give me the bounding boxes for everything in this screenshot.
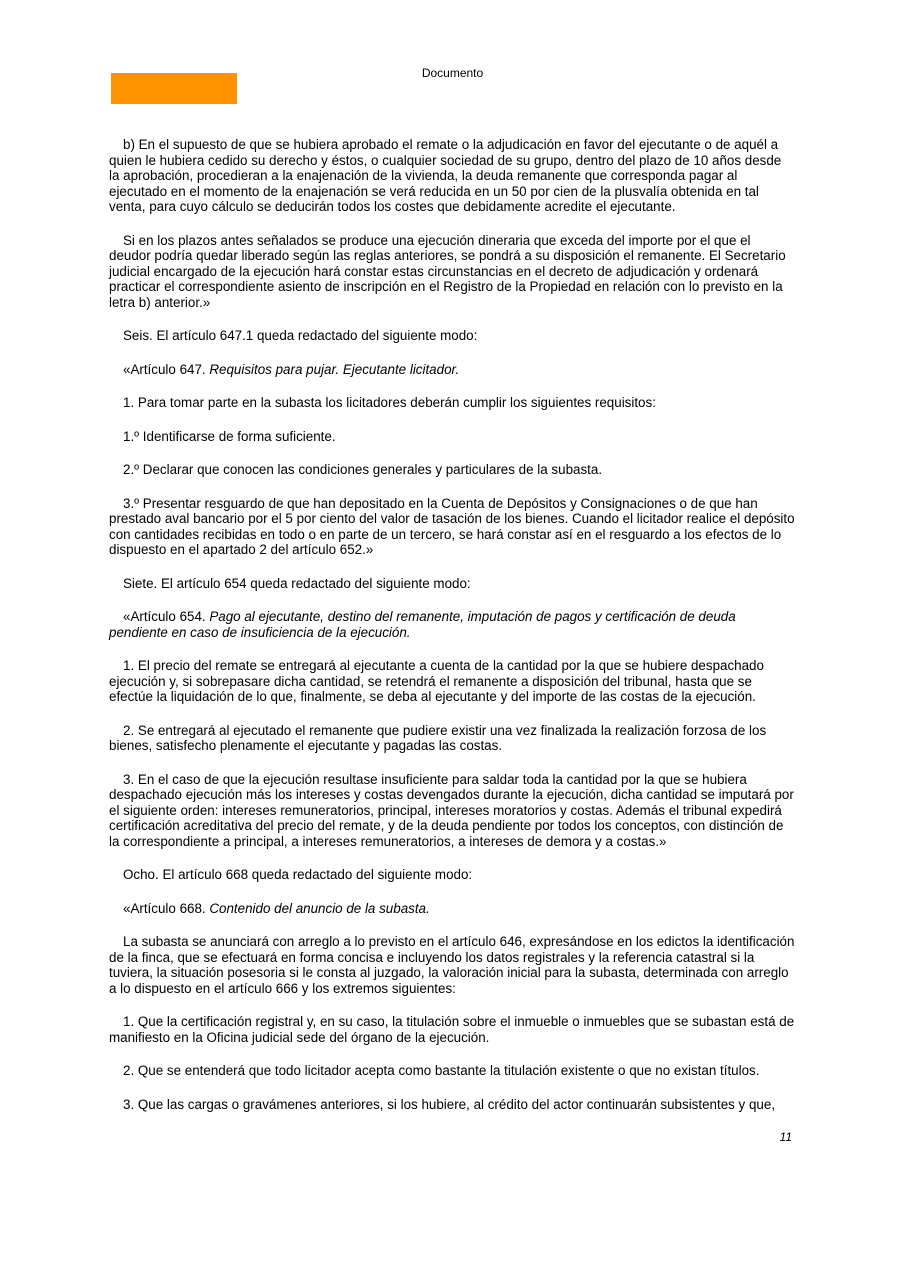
paragraph: Siete. El artículo 654 queda redactado del siguiente modo:	[123, 575, 471, 591]
paragraph: 1. El precio del remate se entregará al ejecutante a cuenta de la cantidad por la que se hubiere despachado ejecución y, si sobrepasare dicha cantidad, se retendrá el remanente a disposición del tribunal, hasta que se efectúe la liquidación de lo que, finalmente, se deba al ejecutante y del importe de las costas de la ejecución.	[109, 658, 764, 704]
paragraph: 2.º Declarar que conocen las condiciones generales y particulares de la subasta.	[123, 462, 603, 477]
paragraph: 1. Que la certificación registral y, en su caso, la titulación sobre el inmueble o inmuebles que se subastan está de manifiesto en la Oficina judicial sede del órgano de la ejecución.	[109, 1014, 795, 1045]
article-heading	[109, 609, 795, 640]
paragraph: b) En el supuesto de que se hubiera aprobado el remate o la adjudicación en favor del ejecutante o de aquél a quien le hubiera cedido su derecho y éstos, o cualquier sociedad de su grupo, dentro del plazo de 10 años desde la aprobación, procedieran a la enajenación de la vivienda, la deuda remanente que corresponda pagar al ejecutado en el momento de la enajenación se verá reducida en un 50 por cien de la plusvalía obtenida en tal venta, para cuyo cálculo se deducirán todos los costes que debidamente acredite el ejecutante.	[109, 137, 782, 214]
article-number: «Artículo 647.	[123, 361, 210, 377]
page-header-title: Documento	[421, 66, 484, 80]
paragraph: Seis. El artículo 647.1 queda redactado del siguiente modo:	[123, 328, 478, 343]
paragraph: 2. Se entregará al ejecutado el remanente que pudiere existir una vez finalizada la realización forzosa de los bienes, satisfecho plenamente el ejecutante y pagadas las costas.	[109, 722, 767, 753]
article-heading	[109, 901, 795, 917]
paragraph: 3.º Presentar resguardo de que han depositado en la Cuenta de Depósitos y Consignaciones o de que han prestado aval bancario por el 5 por ciento del valor de tasación de los bienes. Cuando el licitador realice el depósito con cantidades recibidas en todo o en parte de un tercero, se hará constar así en el resguardo a los efectos de lo dispuesto en el apartado 2 del artículo 652.»	[109, 495, 795, 557]
paragraph: 3. Que las cargas o gravámenes anteriores, si los hubiere, al crédito del actor continuarán subsistentes y que,	[123, 1096, 776, 1112]
article-heading	[109, 362, 795, 378]
paragraph: Si en los plazos antes señalados se produce una ejecución dineraria que exceda del importe por el que el deudor podría quedar liberado según las reglas anteriores, se pondrá a su disposición el remanente. El Secretario judicial encargado de la ejecución hará constar estas circunstancias en el decreto de adjudicación y ordenará practicar el correspondiente asiento de inscripción en el Registro de la Propiedad en relación con lo previsto en la letra b) anterior.»	[109, 232, 786, 310]
article-title: Contenido del anuncio de la subasta.	[209, 900, 430, 916]
paragraph: 2. Que se entenderá que todo licitador acepta como bastante la titulación existente o que no existan títulos.	[123, 1063, 760, 1078]
page-number: 11	[779, 1130, 792, 1144]
article-title: Requisitos para pujar. Ejecutante licitador.	[209, 361, 460, 377]
paragraph: La subasta se anunciará con arreglo a lo previsto en el artículo 646, expresándose en los edictos la identificación de la finca, que se efectuará en forma concisa e incluyendo los datos registrales y la referencia catastral si la tuviera, la situación posesoria si le consta al juzgado, la valoración inicial para la subasta, determinada con arreglo a lo dispuesto en el artículo 666 y los extremos siguientes:	[109, 934, 795, 996]
paragraph: Ocho. El artículo 668 queda redactado del siguiente modo:	[123, 867, 473, 882]
paragraph: 1. Para tomar parte en la subasta los licitadores deberán cumplir los siguientes requisitos:	[123, 395, 656, 410]
article-number: «Artículo 668.	[123, 900, 210, 916]
document-body	[109, 137, 795, 1112]
article-title: Pago al ejecutante, destino del remanente, imputación de pagos y certificación de deuda pendiente en caso de insuficiencia de la ejecución.	[109, 609, 736, 640]
paragraph: 1.º Identificarse de forma suficiente.	[123, 428, 336, 444]
paragraph: 3. En el caso de que la ejecución resultase insuficiente para saldar toda la cantidad por la que se hubiera despachado ejecución más los intereses y costas devengados durante la ejecución, dicha cantidad se imputará por el siguiente orden: intereses remuneratorios, principal, intereses moratorios y costas. Además el tribunal expedirá certificación acreditativa del precio del remate, y de la deuda pendiente por todos los conceptos, con distinción de la correspondiente a principal, a intereses remuneratorios, a intereses de demora y a costas.»	[109, 771, 794, 849]
article-number: «Artículo 654.	[123, 609, 210, 624]
